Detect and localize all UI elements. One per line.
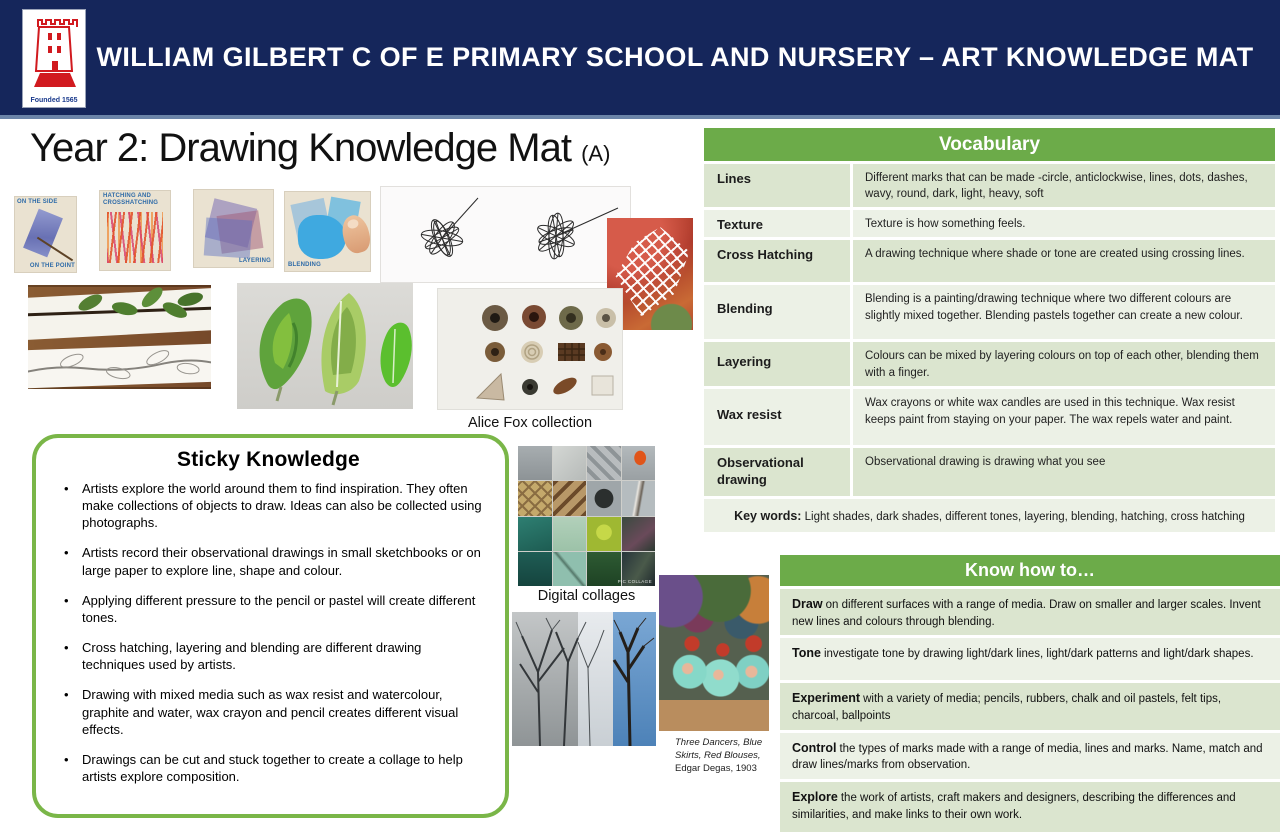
castle-icon	[28, 13, 80, 91]
bare-branches-drawing	[512, 612, 656, 746]
vocab-row-cross-hatching	[704, 240, 1275, 282]
school-title: WILLIAM GILBERT C OF E PRIMARY SCHOOL AND NURSERY – ART KNOWLEDGE MAT	[96, 42, 1254, 72]
vocab-row-texture	[704, 210, 1275, 237]
pastel-on-side-card	[14, 196, 77, 273]
on-the-side-label: ON THE SIDE	[17, 199, 58, 205]
know-how-lead: Control	[792, 740, 837, 755]
hatching-card	[99, 190, 171, 271]
know-how-text: the types of marks made with a range of media, lines and marks. Name, match and draw lines/marks from observation.	[792, 742, 1263, 772]
layering-label: LAYERING	[238, 257, 271, 264]
digital-collages-caption: Digital collages	[537, 588, 636, 604]
vocab-key-words-row	[704, 499, 1275, 532]
vocabulary-table	[704, 128, 1275, 532]
blending-label: BLENDING	[288, 261, 321, 268]
vocab-definition: A drawing technique where shade or tone are created using crossing lines.	[850, 240, 1275, 282]
vocab-definition: Wax crayons or white wax candles are used in this technique. Wax resist keeps paint from staying on your paper. The wax repels water and paint.	[850, 389, 1275, 445]
logo-founded-text: Founded 1565	[30, 97, 78, 104]
know-how-row-experiment	[780, 683, 1280, 729]
know-how-to-table	[780, 555, 1280, 832]
page-title-text: Year 2: Drawing Knowledge Mat	[30, 126, 571, 170]
vocab-row-observational-drawing	[704, 448, 1275, 496]
trees-collage-image	[512, 612, 656, 746]
leaf-line-drawing	[380, 186, 631, 283]
know-how-lead: Draw	[792, 597, 823, 611]
alice-fox-collection-image	[437, 288, 623, 410]
vocab-term: Blending	[717, 301, 773, 317]
sticky-bullet: • Applying different pressure to the pencil or pastel will create different tones.	[64, 592, 483, 626]
sticky-bullet: • Cross hatching, layering and blending are different drawing techniques used by artists.	[64, 639, 483, 673]
vocab-row-layering	[704, 342, 1275, 386]
know-how-lead: Experiment	[792, 691, 861, 706]
know-how-lead: Explore	[792, 790, 838, 805]
degas-title-text: Three Dancers, Blue Skirts, Red Blouses,	[675, 737, 763, 761]
know-how-text: investigate tone by drawing light/dark lines, light/dark patterns and light/dark shapes.	[823, 648, 1254, 661]
layer-swatch-3	[204, 217, 253, 258]
leaf	[111, 300, 139, 317]
vocab-term: Wax resist	[717, 407, 782, 423]
crosshatch-marks	[107, 212, 163, 263]
sticky-bullet: • Drawings can be cut and stuck together to create a collage to help artists explore composition.	[64, 751, 483, 785]
sticky-bullet: • Artists explore the world around them to find inspiration. They often make collections of objects to draw. Ideas can also be collected using photographs.	[64, 480, 483, 531]
vocab-term: Lines	[717, 171, 751, 186]
know-how-to-header: Know how to…	[780, 555, 1280, 586]
degas-artist-text: Edgar Degas, 1903	[675, 762, 757, 774]
know-how-row-draw	[780, 589, 1280, 635]
know-how-row-explore	[780, 782, 1280, 832]
on-the-point-label: ON THE POINT	[29, 262, 75, 269]
vocab-definition: Texture is how something feels.	[850, 210, 1275, 237]
sticky-bullet: • Drawing with mixed media such as wax resist and watercolour, graphite and water, wax crayon and pencil creates different visual effects.	[64, 686, 483, 737]
paper-strip-with-sketch	[28, 344, 211, 389]
vocab-term: Layering	[717, 354, 772, 370]
branch-observation-photo	[28, 285, 211, 389]
vocab-row-wax-resist	[704, 389, 1275, 445]
vocab-definition: Colours can be mixed by layering colours on top of each other, blending them with a finger.	[850, 342, 1275, 386]
page-title-suffix: (A)	[581, 141, 611, 166]
sticky-knowledge-box	[32, 434, 509, 818]
collage-watermark: PIC COLLAGE	[617, 579, 652, 584]
digital-collage-image	[518, 446, 655, 586]
vocab-definition: Blending is a painting/drawing technique where two different colours are slightly mixed together. Blending pastels together can create a new colour.	[850, 285, 1275, 339]
leaf-sketch-image	[380, 186, 631, 283]
school-banner	[0, 0, 1280, 119]
know-how-text: the work of artists, craft makers and designers, describing the differences and similarities, and make links to their own work.	[792, 792, 1236, 821]
know-how-row-control	[780, 733, 1280, 779]
vocabulary-header: Vocabulary	[704, 128, 1275, 161]
blending-card	[284, 191, 371, 272]
school-logo	[22, 9, 86, 108]
vocab-term: Texture	[717, 217, 763, 233]
branch-pencil-sketch	[28, 344, 211, 389]
found-objects-grid	[437, 288, 623, 410]
know-how-row-tone	[780, 638, 1280, 680]
key-words-text: Light shades, dark shades, different tones, layering, blending, hatching, cross hatching	[804, 511, 1245, 524]
painted-leaf-cutouts-image	[237, 283, 413, 409]
vocab-definition: Observational drawing is drawing what you see	[850, 448, 1275, 496]
leaf	[176, 290, 204, 308]
sticky-knowledge-list	[54, 480, 483, 785]
blend-blob	[298, 215, 346, 259]
alice-fox-caption: Alice Fox collection	[467, 415, 593, 431]
page-title	[30, 126, 610, 171]
know-how-text: with a variety of media; pencils, rubbers, chalk and oil pastels, felt tips, charcoal, ballpoints	[792, 693, 1222, 723]
layering-card	[193, 189, 274, 268]
vocab-term: Cross Hatching	[717, 247, 814, 263]
vocab-definition: Different marks that can be made -circle, anticlockwise, lines, dots, dashes, wavy, round, dark, light, heavy, soft	[850, 164, 1275, 207]
hatching-label: HATCHING AND CROSSHATCHING	[103, 193, 159, 207]
degas-painting-image	[659, 575, 769, 731]
know-how-lead: Tone	[792, 646, 821, 661]
green-leaves-artwork	[237, 283, 413, 409]
know-how-text: on different surfaces with a range of media. Draw on smaller and larger scales. Invent new lines and colours through blending.	[792, 599, 1261, 628]
vocab-row-blending	[704, 285, 1275, 339]
degas-caption	[675, 737, 775, 775]
key-words-label: Key words:	[734, 509, 802, 524]
sticky-knowledge-title: Sticky Knowledge	[177, 448, 360, 471]
sticky-bullet: • Artists record their observational drawings in small sketchbooks or on large paper to explore line, shape and colour.	[64, 544, 483, 578]
vocab-term: Observational drawing	[717, 455, 804, 487]
vocab-row-lines	[704, 164, 1275, 207]
